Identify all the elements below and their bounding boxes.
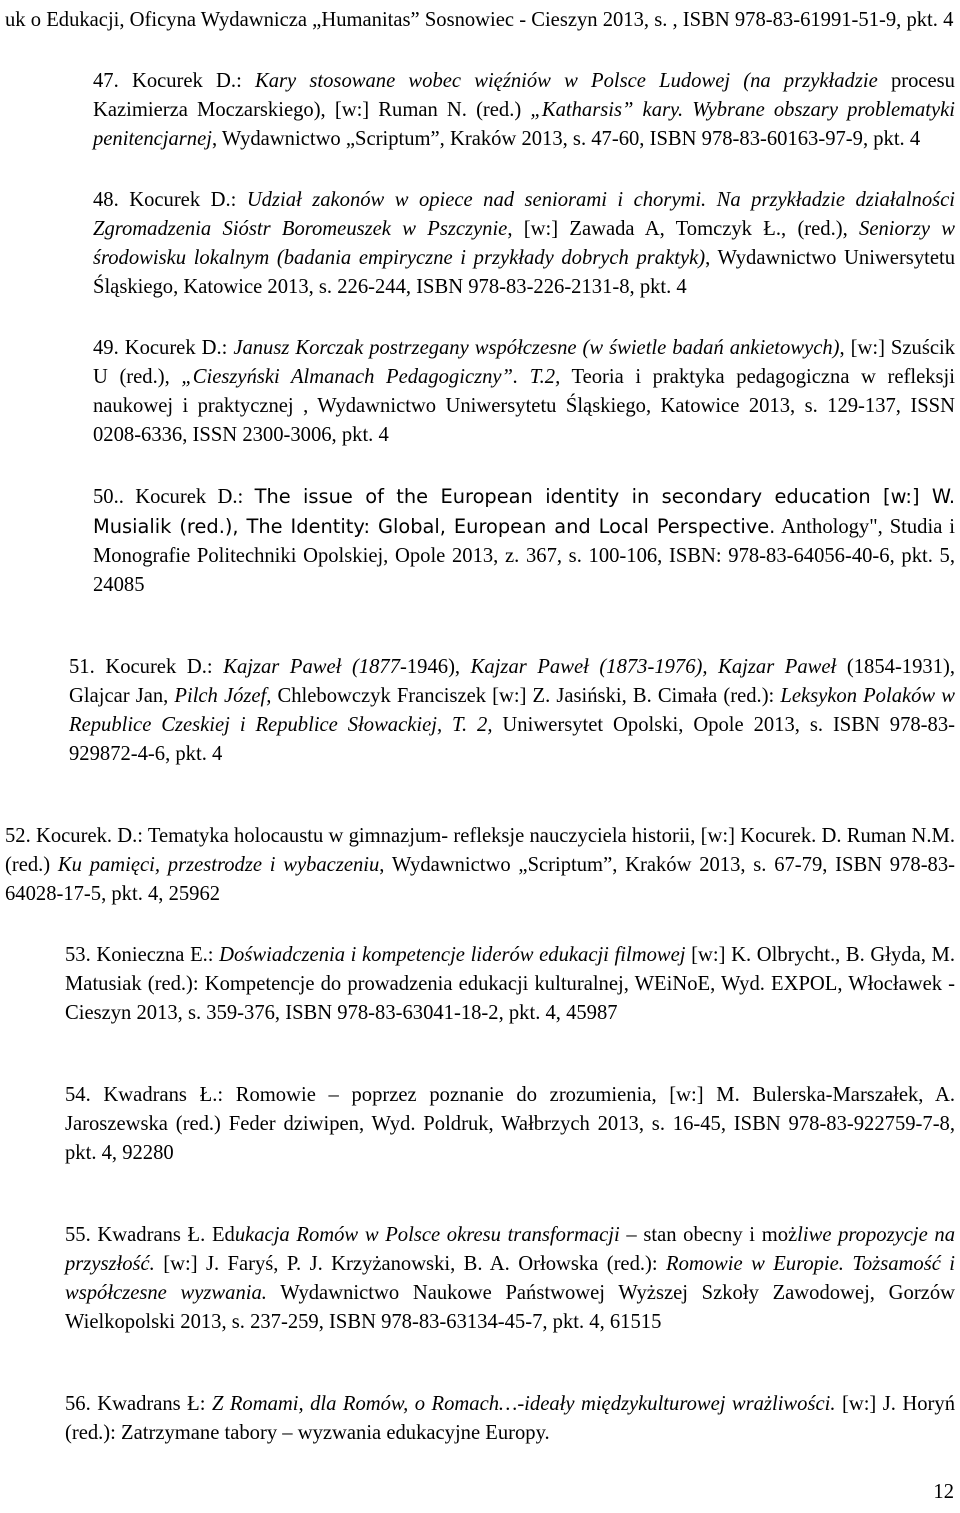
entry-text-segment: , Wydawnictwo „Scriptum”, Kraków 2013, s. 47-60, ISBN 978-83-60163-97-9, pkt. 4 [211,128,921,150]
entry-text-segment: liwe propozycje na przyszłość. [65,1224,955,1275]
entry-text-segment: 52. Kocurek. D.: Tematyka holocaustu w gimnazjum- refleksje nauczyciela historii, [w:] Kocurek. D. Ruman N.M. (red.) [5,825,955,876]
entry-text-segment: Uniwersytet Opolski, Opole 2013, s. ISBN 978-83-929872-4-6, pkt. 4 [69,714,955,765]
entry-text-segment: , [w:] Zawada A, Tomczyk Ł., (red.), [507,218,860,240]
entry-text-segment: Leksykon Polaków w Republice Czeskiej i Republice Słowackiej, T. 2, [69,685,955,736]
entry-text-segment: Kary stosowane wobec więźniów w Polsce Ludowej (na przykładzie [255,70,878,92]
entry-text-segment: Romowie w Europie. Tożsamość i współczesne wyzwania. [65,1253,955,1304]
bibliography-entry-56 [5,1390,955,1448]
entry-text-segment: Anthology", Studia i Monografie Politechniki Opolskiej, Opole 2013, z. 367, s. 100-106, ISBN: 978-83-64056-40-6, pkt. 5, 24085 [93,516,956,596]
entry-text-segment: Udział zakonów w opiece nad seniorami i chorymi. Na przykładzie działalności Zgromadzenia Sióstr Boromeuszek w Pszczynie [93,189,955,240]
entry-text-segment: , [w:] Szuścik U (red.), [93,337,955,388]
entry-text-segment: 56. Kwadrans Ł: [65,1393,212,1415]
entry-text-segment: 51. Kocurek D.: [69,656,224,678]
entry-text-segment: „Katharsis” kary. Wybrane obszary problematyki penitencjarnej [93,99,955,150]
bibliography-entry-47 [5,67,955,154]
entry-text-segment: 1946), [406,656,471,678]
bibliography-page [5,6,955,1448]
entry-text-segment: [w:] J. Horyń (red.): Zatrzymane tabory – wyzwania edukacyjne Europy. [65,1393,955,1444]
bibliography-entry-51 [5,653,955,769]
entry-text-segment: Chlebowczyk Franciszek [w:] Z. Jasiński, B. Cimała (red.): [271,685,781,707]
entry-text-segment: – stan obecny i moż [619,1224,798,1246]
entry-text-segment: Ku pamięci, przestrodze i wybaczeniu [57,854,380,876]
entry-text-segment: 50.. Kocurek D.: [93,486,255,508]
entry-text-segment: 49. Kocurek D.: [93,337,234,359]
bibliography-entry-53 [5,941,955,1028]
entry-text-segment: The issue of the European identity in secondary education [w:] W. Musialik (red.), The Identity: Global, European and Local Perspective. [93,485,955,538]
bibliography-entry-55 [5,1221,955,1337]
entry-text-segment: Janusz Korczak postrzegany współczesne (w świetle badań ankietowych) [233,337,840,359]
entry-text-segment: 48. Kocurek D.: [93,189,247,211]
page-number: 12 [933,1481,954,1503]
entry-text-segment: ukacja Romów w Polsce okresu transformacji [234,1224,620,1246]
entry-text-segment: [w:] J. Faryś, P. J. Krzyżanowski, B. A. Orłowska (red.): [154,1253,667,1275]
entry-text-segment: [w:] K. Olbrycht., B. Głyda, M. Matusiak (red.): Kompetencje do prowadzenia edukacji kulturalnej, WEiNoE, Wyd. EXPOL, Włocławek - Cieszyn 2013, s. 359-376, ISBN 978-83-63041-18-2, pkt. 4, 45987 [65,944,955,1024]
entry-text-segment: Kajzar Paweł (1873-1976), Kajzar Paweł [470,656,837,678]
entry-text-segment: Wydawnictwo Naukowe Państwowej Wyższej Szkoły Zawodowej, Gorzów Wielkopolski 2013, s. 237-259, ISBN 978-83-63134-45-7, pkt. 4, 61515 [65,1282,955,1333]
entry-text-segment: 53. Konieczna E.: [65,944,220,966]
entry-text-segment: Doświadczenia i kompetencje liderów edukacji filmowej [219,944,686,966]
entry-text-segment: Kajzar Paweł (1877- [223,656,407,678]
entry-text-segment: „Cieszyński Almanach Pedagogiczny”. T.2, [181,366,561,388]
entry-text-segment: , Wydawnictwo „Scriptum”, Kraków 2013, s. 67-79, ISBN 978-83-64028-17-5, pkt. 4, 25962 [5,854,956,905]
entry-text-segment: Seniorzy w środowisku lokalnym (badania empiryczne i przykłady dobrych praktyk) [93,218,955,269]
entry-text-segment: 55. Kwadrans Ł. Ed [65,1224,235,1246]
bibliography-entry-50 [5,482,955,600]
bibliography-entry-52 [5,822,955,909]
bibliography-entry-54 [5,1081,955,1168]
bibliography-entry-46 [5,6,955,35]
entry-text-segment: 54. Kwadrans Ł.: Romowie – poprzez poznanie do zrozumienia, [w:] M. Bulerska-Marszałek, A. Jaroszewska (red.) Feder dziwipen, Wyd. Poldruk, Wałbrzych 2013, s. 16-45, ISBN 978-83-922759-7-8, pkt. 4, 92280 [65,1084,955,1164]
entry-text-segment: Teoria i praktyka pedagogiczna w refleksji naukowej i praktycznej , Wydawnictwo Uniwersytetu Śląskiego, Katowice 2013, s. 129-137, ISSN 0208-6336, ISSN 2300-3006, pkt. 4 [93,366,955,446]
entry-text-segment: Pilch Józef, [174,685,272,707]
entry-text-segment: , Wydawnictwo Uniwersytetu Śląskiego, Katowice 2013, s. 226-244, ISBN 978-83-226-2131-8, pkt. 4 [93,247,955,298]
bibliography-entry-49 [5,334,955,450]
bibliography-entry-48 [5,186,955,302]
entry-text-segment: (1854-1931), Glajcar Jan, [69,656,955,707]
entry-text-segment: 47. Kocurek D.: [93,70,255,92]
entry-text-segment: procesu Kazimierza Moczarskiego), [w:] Ruman N. (red.) [93,70,955,121]
entry-text-segment: uk o Edukacji, Oficyna Wydawnicza „Humanitas” Sosnowiec - Cieszyn 2013, s. , ISBN 978-83-61991-51-9, pkt. 4 [5,9,954,31]
entry-text-segment: Z Romami, dla Romów, o Romach…-ideały międzykulturowej wrażliwości. [211,1393,836,1415]
